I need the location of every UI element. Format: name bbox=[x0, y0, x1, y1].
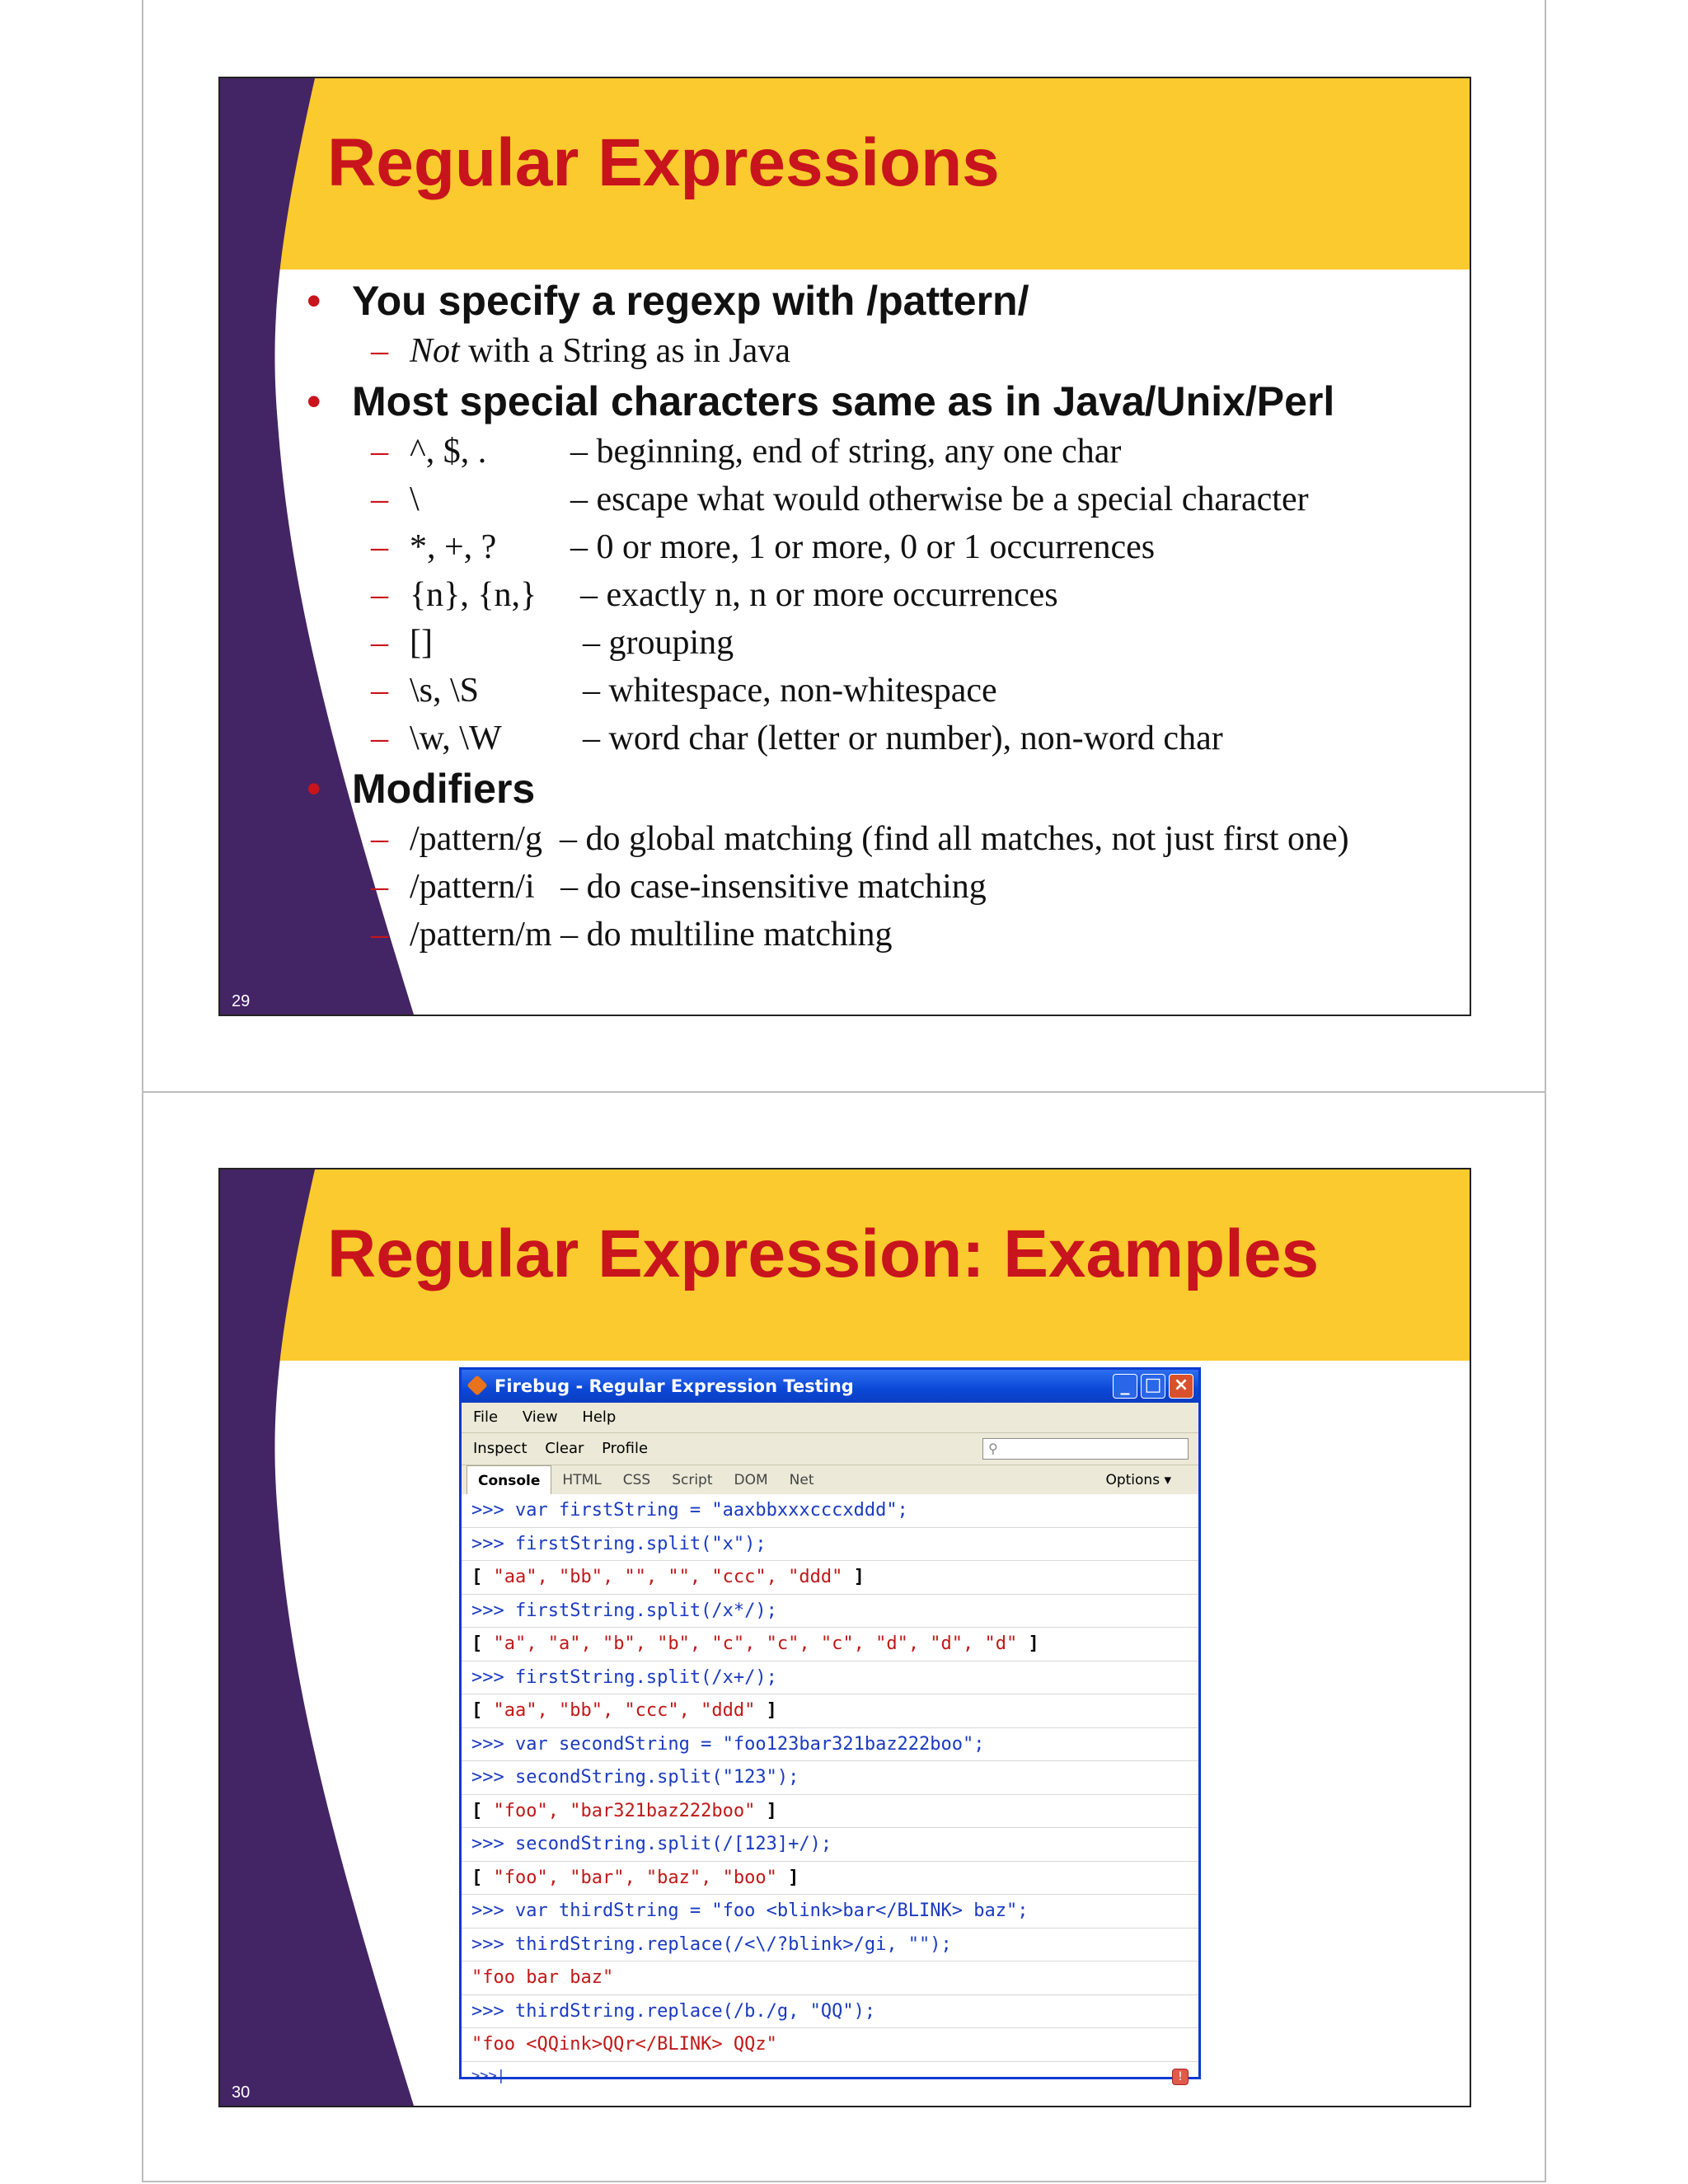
dash-icon: – bbox=[371, 528, 388, 566]
special-term: *, +, ? bbox=[410, 528, 497, 566]
tab-html[interactable]: HTML bbox=[562, 1472, 602, 1488]
search-icon: ⚲ bbox=[988, 1441, 998, 1456]
special-desc: – exactly n, n or more occurrences bbox=[580, 576, 1058, 614]
dash-icon: – bbox=[371, 433, 388, 471]
menubar bbox=[462, 1403, 1198, 1433]
toolbar bbox=[462, 1433, 1198, 1465]
slide-title: Regular Expressions bbox=[327, 125, 1000, 200]
bullet bbox=[307, 274, 1461, 327]
special-desc: – escape what would otherwise be a special character bbox=[570, 480, 1309, 518]
slide-title: Regular Expression: Examples bbox=[327, 1216, 1320, 1291]
console-result: "foo <QQink>QQr</BLINK> QQz" bbox=[462, 2028, 1198, 2062]
bullet bbox=[307, 762, 1461, 815]
window-controls bbox=[1113, 1374, 1193, 1399]
dash-icon: – bbox=[371, 719, 388, 757]
sub-bullet bbox=[307, 327, 1461, 375]
sub-bullet bbox=[307, 523, 1461, 571]
console-result: [ "foo", "bar", "baz", "boo" ] bbox=[462, 1862, 1198, 1896]
console-command: >>> thirdString.replace(/b./g, "QQ"); bbox=[462, 1995, 1198, 2029]
dash-icon: – bbox=[371, 332, 388, 370]
modifier-text: /pattern/m – do multiline matching bbox=[410, 916, 893, 954]
sub-bullet bbox=[307, 715, 1461, 762]
special-term: \w, \W bbox=[410, 719, 502, 757]
tab-net[interactable]: Net bbox=[789, 1472, 814, 1488]
special-desc: – whitespace, non-whitespace bbox=[583, 672, 997, 710]
sub-bullet bbox=[307, 571, 1461, 619]
bullet-text: Most special characters same as in Java/Unix/Perl bbox=[352, 378, 1335, 424]
dash-icon: – bbox=[371, 672, 388, 710]
console-result: [ "aa", "bb", "ccc", "ddd" ] bbox=[462, 1694, 1198, 1728]
console-command: >>> var thirdString = "foo <blink>bar</BLINK> baz"; bbox=[462, 1895, 1198, 1929]
console-command: >>> firstString.split(/x*/); bbox=[462, 1595, 1198, 1629]
console-command: >>> var secondString = "foo123bar321baz222boo"; bbox=[462, 1728, 1198, 1762]
inspect-button[interactable]: Inspect bbox=[473, 1440, 528, 1457]
result-text: "foo", "bar321baz222boo" bbox=[493, 1800, 756, 1821]
console-command: >>> var firstString = "aaxbbxxxcccxddd"; bbox=[462, 1494, 1198, 1528]
sub-bullet bbox=[307, 911, 1461, 958]
console-command: >>> secondString.split(/[123]+/); bbox=[462, 1828, 1198, 1862]
window-title: Firebug - Regular Expression Testing bbox=[495, 1376, 854, 1396]
emphasis: Not bbox=[410, 332, 460, 370]
options-menu[interactable]: Options ▾ bbox=[1105, 1472, 1171, 1488]
search-input[interactable] bbox=[982, 1438, 1189, 1460]
close-icon[interactable]: × bbox=[1169, 1374, 1193, 1399]
console-command: >>> thirdString.replace(/<\/?blink>/gi, ""); bbox=[462, 1929, 1198, 1962]
special-term: \ bbox=[410, 480, 420, 518]
dash-icon: – bbox=[371, 916, 388, 954]
result-text: "foo", "bar", "baz", "boo" bbox=[493, 1867, 777, 1888]
console-command: >>> firstString.split(/x+/); bbox=[462, 1661, 1198, 1695]
firebug-logo-icon bbox=[467, 1375, 487, 1395]
bullet bbox=[307, 375, 1461, 428]
firebug-window-screenshot bbox=[459, 1367, 1201, 2084]
tab-dom[interactable]: DOM bbox=[734, 1472, 768, 1488]
console-result: [ "a", "a", "b", "b", "c", "c", "c", "d", "d", "d" ] bbox=[462, 1628, 1198, 1661]
special-term: \s, \S bbox=[410, 672, 480, 710]
error-indicator-icon[interactable]: ! bbox=[1172, 2069, 1189, 2085]
modifier-text: /pattern/i – do case-insensitive matching bbox=[410, 868, 987, 906]
slide-body bbox=[307, 274, 1461, 958]
console-result: [ "foo", "bar321baz222boo" ] bbox=[462, 1795, 1198, 1829]
special-term: [] bbox=[410, 624, 433, 662]
sub-bullet bbox=[307, 863, 1461, 911]
tab-script[interactable]: Script bbox=[672, 1472, 713, 1488]
slide-29 bbox=[218, 77, 1471, 1016]
console-output bbox=[462, 1494, 1198, 2084]
sub-bullet bbox=[307, 476, 1461, 523]
special-desc: – grouping bbox=[583, 624, 734, 662]
slide-number: 30 bbox=[232, 2083, 251, 2102]
special-desc: – beginning, end of string, any one char bbox=[570, 433, 1122, 471]
modifier-text: /pattern/g – do global matching (find all matches, not just first one) bbox=[410, 820, 1349, 858]
console-result: "foo bar baz" bbox=[462, 1961, 1198, 1995]
slide-30 bbox=[218, 1168, 1471, 2107]
menu-help[interactable]: Help bbox=[582, 1408, 617, 1426]
dash-icon: – bbox=[371, 576, 388, 614]
console-result: [ "aa", "bb", "", "", "ccc", "ddd" ] bbox=[462, 1561, 1198, 1595]
sub-bullet bbox=[307, 428, 1461, 476]
sub-bullet bbox=[307, 667, 1461, 715]
bullet-dot-icon: • bbox=[307, 766, 321, 812]
result-text: "a", "a", "b", "b", "c", "c", "c", "d", "d", "d" bbox=[493, 1633, 1018, 1654]
profile-button[interactable]: Profile bbox=[602, 1440, 649, 1457]
tab-css[interactable]: CSS bbox=[622, 1472, 651, 1488]
result-text: "aa", "bb", "", "", "ccc", "ddd" bbox=[493, 1567, 843, 1587]
console-command: >>> firstString.split("x"); bbox=[462, 1528, 1198, 1562]
dash-icon: – bbox=[371, 868, 388, 906]
menu-file[interactable]: File bbox=[473, 1408, 499, 1426]
tab-console[interactable]: Console bbox=[467, 1465, 551, 1495]
sub-bullet bbox=[307, 619, 1461, 667]
slide-number: 29 bbox=[232, 992, 251, 1010]
special-desc: – word char (letter or number), non-word char bbox=[583, 719, 1223, 757]
minimize-icon[interactable]: _ bbox=[1113, 1374, 1137, 1399]
page-divider bbox=[142, 1091, 1546, 1093]
dash-icon: – bbox=[371, 624, 388, 662]
console-prompt: >>>| bbox=[471, 2067, 505, 2084]
bullet-text: You specify a regexp with /pattern/ bbox=[352, 278, 1029, 324]
sub-bullet bbox=[307, 815, 1461, 863]
result-text: "aa", "bb", "ccc", "ddd" bbox=[493, 1700, 756, 1721]
window-titlebar bbox=[462, 1370, 1198, 1403]
bullet-dot-icon: • bbox=[307, 378, 321, 424]
dash-icon: – bbox=[371, 820, 388, 858]
special-term: {n}, {n,} bbox=[410, 576, 537, 614]
sub-bullet-text: with a String as in Java bbox=[459, 332, 790, 370]
tab-bar bbox=[462, 1465, 1198, 1496]
bullet-dot-icon: • bbox=[307, 278, 321, 324]
special-term: ^, $, . bbox=[410, 433, 487, 471]
special-desc: – 0 or more, 1 or more, 0 or 1 occurrences bbox=[570, 528, 1156, 566]
console-input[interactable] bbox=[462, 2062, 1198, 2090]
console-command: >>> secondString.split("123"); bbox=[462, 1761, 1198, 1795]
bullet-text: Modifiers bbox=[352, 766, 536, 812]
clear-button[interactable]: Clear bbox=[545, 1440, 584, 1457]
dash-icon: – bbox=[371, 480, 388, 518]
maximize-icon[interactable]: □ bbox=[1141, 1374, 1165, 1399]
menu-view[interactable]: View bbox=[522, 1408, 558, 1426]
